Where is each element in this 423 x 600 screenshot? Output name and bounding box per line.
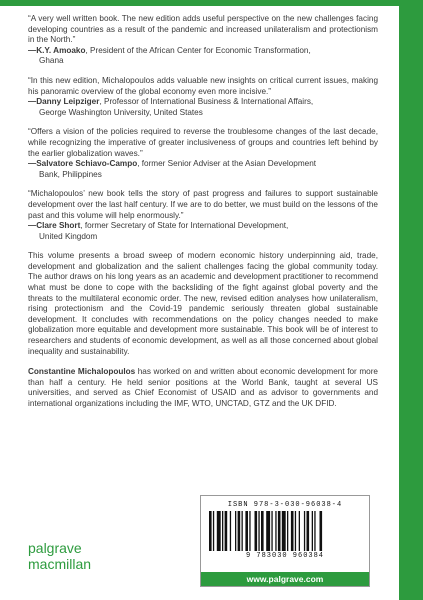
- top-color-band: [0, 0, 399, 6]
- quote-role-continued: George Washington University, United States: [39, 107, 203, 117]
- quote-author: Danny Leipziger: [36, 97, 100, 107]
- bio-author-name: Constantine Michalopoulos: [28, 367, 136, 377]
- publisher-name-line1: palgrave: [28, 540, 82, 556]
- publisher-logo: [28, 540, 91, 572]
- isbn-label: ISBN 978-3-030-96038-4: [227, 501, 343, 509]
- book-description: This volume presents a broad sweep of modern economic history underpinning aid, trade, development and globalization and the salient challenges facing the global community today. The author draws on his long years as an academic and development practitioner to recommend what must be done to cope with the backsliding of the fight against global poverty and the threats to the multilateral economic order. The new, revised edition analyses how unilateralism, rising protectionism and the Covid-19 pandemic seriously threaten global sustainable development. It concludes with recommendations on the policy changes needed to make globalization more equitable and development more sustainable. This book will be of interest to researchers and students of economic development, as well as all those concerned about global inequality and sustainability.: [28, 251, 378, 356]
- endorsement-quote: [28, 14, 378, 67]
- quote-role: , Professor of International Business & International Affairs,: [99, 97, 314, 107]
- bio-text: has worked on and written about economic development for more than half a century. He held senior positions at the World Bank, taught at several US universities, and served as Chief Economist of USAID and as advisor to governments and international organizations including the IMF, WTO, UNCTAD, GTZ and the UK DFID.: [28, 367, 378, 408]
- endorsement-quote: [28, 127, 378, 180]
- back-cover-text: [28, 14, 378, 420]
- publisher-website: www.palgrave.com: [201, 572, 369, 586]
- quote-role: , former Secretary of State for International Development,: [80, 221, 289, 231]
- quote-author: Salvatore Schiavo-Campo: [36, 159, 138, 169]
- spine-color-strip: [399, 0, 423, 600]
- quote-author: Clare Short: [36, 221, 81, 231]
- isbn-barcode: [200, 495, 370, 587]
- quote-role-continued: Bank, Philippines: [39, 169, 102, 179]
- endorsement-quote: [28, 76, 378, 118]
- quote-attribution: —Salvatore Schiavo-Campo, former Senior Adviser at the Asian Development: [28, 159, 317, 169]
- quote-text: “A very well written book. The new edition adds useful perspective on the new challenges facing developing countries as a result of the pandemic and increased unilateralism and protectionism in the North.”: [28, 14, 378, 45]
- quote-text: “Offers a vision of the policies required to reverse the troublesome changes of the last decade, while recognizing the imperative of greater inclusiveness of groups and countries left behind by the earlier globalization waves.”: [28, 127, 378, 158]
- publisher-name-line2: macmillan: [28, 556, 92, 572]
- quote-role-continued: United Kingdom: [39, 231, 98, 241]
- quote-text: “In this new edition, Michalopoulos adds valuable new insights on critical current issues, making his panoramic overview of the global economy even more incisive.”: [28, 75, 378, 96]
- quote-attribution: —Clare Short, former Secretary of State for International Development,: [28, 221, 289, 231]
- quote-text: “Michalopoulos’ new book tells the story of past progress and failures to support sustainable development over the last half century. If we are to do better, we must build on the lessons of the past and this volume will help enormously.”: [28, 189, 378, 220]
- barcode-graphic: [209, 511, 363, 551]
- quote-attribution: —Danny Leipziger, Professor of International Business & International Affairs,: [28, 97, 314, 107]
- barcode-number: 9 783030 960384: [245, 552, 324, 560]
- quote-author: K.Y. Amoako: [36, 45, 86, 55]
- quote-attribution: —K.Y. Amoako, President of the African Center for Economic Transformation,: [28, 45, 311, 55]
- quote-role: , former Senior Adviser at the Asian Development: [137, 159, 317, 169]
- author-bio: [28, 367, 378, 409]
- quote-role: , President of the African Center for Economic Transformation,: [85, 45, 311, 55]
- endorsement-quote: [28, 189, 378, 242]
- quote-role-continued: Ghana: [39, 56, 64, 66]
